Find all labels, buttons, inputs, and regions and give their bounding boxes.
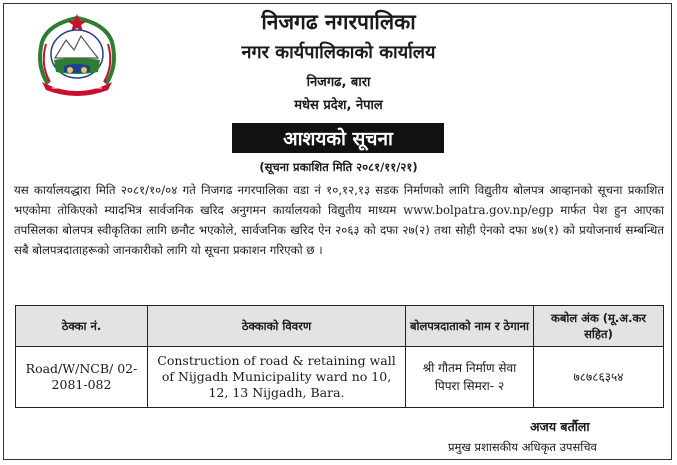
bidder-cell: श्री गौतम निर्माण सेवा पिपरा सिमरा- २ (406, 347, 534, 408)
office-name: नगर कार्यपालिकाको कार्यालय (241, 42, 436, 63)
header-amount: कबोल अंक (मू.अ.कर सहित) (534, 306, 664, 347)
notice-body-part2: मार्फत पेश हुन आएका तपसिलका बोलपत्र स्वीकृतिका लागि छनौट भएकोले, सार्वजनिक खरिद ऐन २०६३ को दफा २७(२) तथा सोही ऐनको दफा ४७(१) को प्रयोजनार्थ सम्बन्धित सबै बोलपत्रदाताहरूको जानकारीको लागि यो सूचना प्रकाशन गरिएको छ । (14, 203, 664, 257)
publication-date: (सूचना प्रकाशित मिति २०८१/११/२१) (259, 160, 418, 174)
header-contract-no: ठेक्का नं. (16, 306, 148, 347)
contract-no-cell: Road/W/NCB/ 02-2081-082 (16, 347, 148, 408)
province-country: मधेस प्रदेश, नेपाल (294, 98, 383, 113)
signatory-name: अजय बर्तौला (530, 419, 590, 434)
table-header-row (16, 306, 664, 347)
header-bidder: बोलपत्रदाताको नाम र ठेगाना (406, 306, 534, 347)
notice-title: आशयको सूचना (283, 128, 393, 150)
notice-title-banner (232, 123, 444, 153)
egp-url: www.bolpatra.gov.np/egp (403, 203, 554, 217)
table-row (16, 347, 664, 408)
header-description: ठेक्काको विवरण (148, 306, 406, 347)
description-cell: Construction of road & retaining wall of Nijgadh Municipality ward no 10, 12, 13 Nijgadh, Bara. (148, 347, 406, 408)
bid-table (15, 305, 664, 408)
notice-body-part1: यस कार्यालयद्धारा मिति २०८१/१०/०४ गते निजगढ नगरपालिका वडा नं १०,१२,१३ सडक निर्माणको लागि विद्युतीय बोलपत्र आव्हानको सूचना प्रकाशित भएकोमा तोकिएको म्यादभित्र सार्वजनिक खरिद अनुगमन कार्यालयको विद्युतीय माध्यम (14, 183, 664, 217)
notice-body (14, 180, 664, 260)
amount-cell: ७८७८६३५४ (534, 347, 664, 408)
signatory-title: प्रमुख प्रशासकीय अधिकृत उपसचिव (448, 440, 597, 454)
office-location: निजगढ, बारा (306, 75, 371, 90)
municipality-name: निजगढ नगरपालिका (261, 10, 416, 34)
